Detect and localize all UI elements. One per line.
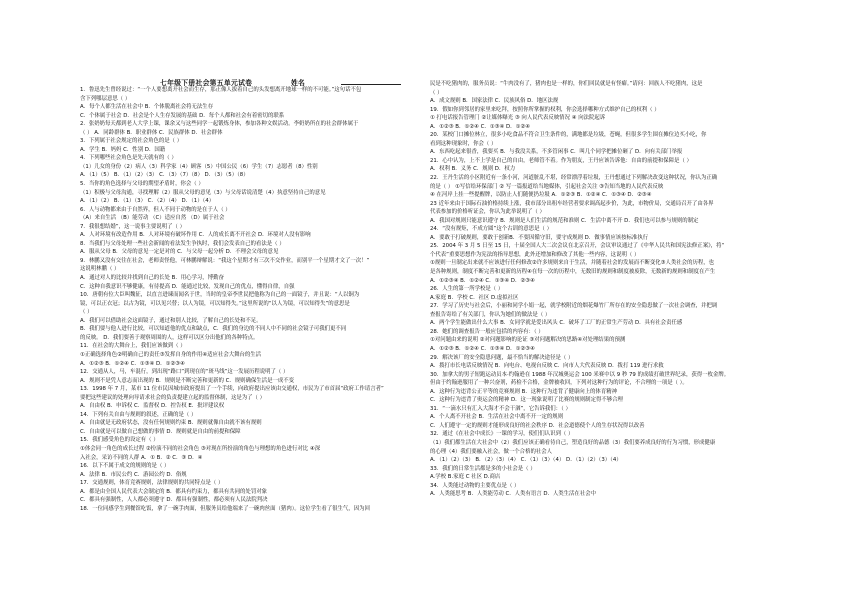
text-line: 3．下列属于社会规定的社会角色的是（ ）: [80, 138, 183, 145]
text-line: 5．当你的角色选择与父母的期望矛盾时，你会（ ）: [80, 181, 204, 188]
text-line: 15．我们感受角色的设定有（ ）: [80, 437, 159, 444]
text-line: C．都具有强制性，人人都必须遵守 D．都具有强制性，都必须有人民法院判决: [80, 497, 268, 504]
text-line: A．每个人都生活在社会中 B．个体脱离社会将无法生存: [80, 104, 214, 111]
text-line: A.学校 B.家庭 C 社区 D.商店: [430, 474, 501, 481]
text-line: 34．人类能过动物的主要优点是（ ）: [430, 482, 520, 489]
text-line: ①体会同一角色的成长过程 ②扮演不同的社会角色 ③对现在所扮演的角色与理想的角色进行对比 ④深: [80, 445, 321, 452]
text-line: A．规则不是凭人意志而出现的 B．规则是不断完善和更新的 C．规则确保生活是一成不变: [80, 377, 295, 384]
text-line: 21．心中认为，上不上学是自己的自由，老师管不着。作为朋友，王丹应该告诉他：自由的前提和保障是（ ）: [430, 157, 692, 164]
text-line: A．自由就是无政府状态，没有任何规则约束 B．规则就像自由就不该有规则: [80, 420, 262, 427]
text-line: ①规则一旦制定出来就不应该进行任何修改②许多规则来自于生活，并随着社会的发展而不断变化③人类社会的历程，也: [430, 260, 715, 267]
text-line: （1）积极与父母沟通，寻找理解（2）服从父母的意见（3）与父母话说清楚（4）执意坚持自己的意见: [80, 189, 326, 196]
text-line: ④ 在河岸上挂一些提醒牌，以防止人们随便扔垃圾 A．①②③ B．①②④ C．①③④ D．②③④: [430, 192, 652, 199]
text-line: A．服从父母 B．父母的意见一定是对的 C．与父母一起分析 D．不理会父母的意见: [80, 249, 279, 256]
text-line: 个代表”重要思想作为宪法的指导思想，此外还增加和修改了其他一些内容，这说明（ ）: [430, 251, 640, 258]
text-line: A．①②③ B．①②④ C．①③④ D．①②③④: [80, 360, 185, 367]
name-blank: [341, 78, 401, 85]
text-line: C．个体属于社会 D．社会是个人生存发展的基础 D．每个人都和社会有着密切的联系: [80, 112, 285, 119]
text-line: 18．一位同感学生到餐馆吃饭，拿了一碗手肉面，但服务员给他端来了一碗肉丝面（猪肉）。这位学生看了很生气，因为回: [80, 505, 370, 512]
name-label: 姓名: [290, 79, 306, 87]
text-line: 但由于约翰逊服用了一种兴奋剂，药检不合格，金牌被收回，下列对这种行为的评论，不合理的一项是（ ）。: [430, 380, 688, 387]
text-line: ①对问题由来的说明 ②对问题影响的论证 ③对问题解决的思路④对处理结果的预测: [430, 337, 626, 344]
text-line: 这说明林鹏（ ）: [80, 266, 120, 273]
text-line: A．成文规则 B．国家法律 C．民族风俗 D．地区法规: [430, 98, 559, 105]
text-line: ①正确选择角色②明确自己的责任③发挥自身的作用④适应社会大舞台的生活: [80, 351, 262, 358]
text-line: 33．我们的日常生活都是多的小社会是（ ）: [430, 465, 536, 472]
text-line: 28．她们的调查报告一般应包括的内容有：（ ）: [430, 328, 544, 335]
text-line: （A）来自生活 （B）能劳动 （C）适应自然 （D）属于社会: [80, 215, 225, 222]
text-line: C．这种自我意识不够健康，有待提高 D．能通过比较，发现自己的优点，懂得自律，自强: [80, 283, 295, 290]
text-line: 30．加拿大的男子短跑运动员本·约翰逊在 1988 年汉城奥运会 100 米赛中以 9 秒 79 的成绩打破世界纪录，获得一枚金牌。: [430, 371, 730, 378]
text-line: 25．2004 年 3 月 5 日至 15 日，十届全国人大二次会议在北京召开，会议审议通过了《中华人民共和国宪法修正案》，将“: [430, 243, 725, 250]
exam-title: 七年级下册社会第五单元试卷: [160, 79, 253, 87]
text-line: 14．下列有关自由与规则的叙述，正确的是（ ）: [80, 411, 197, 418]
text-line: 看到这种现象时，你会（ ）: [430, 140, 497, 147]
text-line: 含下列哪层意思（ ）: [80, 95, 131, 102]
text-line: A．（1）（2） B．（1）（3） C．（2）（4） D．（1）（4）: [80, 198, 215, 205]
text-line: 13．1998 年 7 月，某市 11 位市民因城市政府提出了一个手续，向政府提出应该由交通权，市民为了市首届“政府工作请言者”: [80, 386, 384, 393]
text-line: 代表参加的价格听证会，你认为此举说明了（ ）: [430, 209, 545, 216]
text-line: 的反映。 D．我们要善于观察周围的人，这样可以区分出他们的各种特点。: [80, 334, 259, 341]
text-line: A．东西吃起来很香，我要买 B．与我没关系，不多管闲事 C．叫几个同学把摊位砸了 D．向有关部门举报: [430, 149, 683, 156]
text-line: 镜，可以正衣冠；以古为镜，可以见兴替；以人为镜，可以知得失。”这里所说的“以人为镜，可以知得失”的意思是: [80, 300, 350, 307]
text-line: A．法律 B．市民公约 C．游园公约 D．俗规: [80, 471, 187, 478]
text-line: A．这种行为违背公正平等的竞赛规则 B．这种行为违背了健康向上的体育精神: [430, 388, 617, 395]
text-line: ① 打电话报告管理门 ②让媒体曝光 ③ 向人民代表反映情况 ④ 向法院起诉: [430, 115, 606, 122]
text-line: A．（1）（5） B．（1）（2）（3） C．（3）（7）（8） D．（3）（5）（8）: [80, 172, 249, 179]
text-line: 29．解决该厂的安全隐患问题，最不恰当的解决途径是（ ）: [430, 354, 574, 361]
text-line: C．这种行为违背了奥运会的精神 D．这一现象说明了比赛的规则制定得不够合理: [430, 397, 623, 404]
text-line: A．（1）（2）（3） B．（2）（3）（4） C．（1）（3）（4） D．（1）（2）（3）（4）: [430, 457, 622, 464]
text-line: B．我们要与他人进行比较，可以知道他的优点和缺点，C．我们的身边的不同人中不同的社会镜子可我们更不同: [80, 326, 347, 333]
text-line: A．要敢于打破规则，要敢于创新B．不要因循守旧，要守成规则 D．做事情应该按标准执行: [430, 234, 649, 241]
text-line: （1）我们都生活在大社会中（2）我们应该正确看待自己，塑造良好的品德（3）我们要养成良好的行为习惯，形成健康: [430, 439, 716, 446]
text-line: A．权利 B．义务 C．规则 D．权力: [430, 166, 516, 173]
text-line: 20．某校门口摊位林立，很多小吃食品不符合卫生条件的，满地都是垃圾，苍蝇，但很多学生围在摊位边买小吃，你: [430, 132, 707, 139]
text-line: 的心理（4）我们要融入社会，做一个合格的社会人: [430, 448, 553, 455]
text-line: 31．“一滴水只有汇入大海才不会干涸”，它告诉我们：（ ）: [430, 405, 571, 412]
text-line: C．自由就是可以做自己想做的事情 D．规则就是自由的前提和保障: [80, 428, 241, 435]
text-line: A．①②③④ B．①②④ C．①③④ D．②③④: [430, 277, 535, 284]
text-line: 民是不吃猪肉的，服务员说：“牛肉没有了，猪肉也是一样的，你们回民就是有怪癖。”请问：回族人不吃猪肉，这是: [430, 81, 703, 87]
text-line: A．人类能思考 B．人类能劳动 C．人类有语言 D．人类生活在社会中: [430, 491, 596, 498]
text-line: A．个人离不开社会 B．生活在社会中离不开一定的规则: [430, 414, 564, 421]
text-line: A．都是由全国人民代表大会制定的 B．都具有约束力，都具有共同的处罚对象: [80, 488, 267, 495]
text-line: 的是（ ） ①写信给环保部门 ② 写一篇报道给当地媒体，引起社会关注 ③告知当地的人民代表反映: [430, 183, 664, 190]
text-line: 4．下列哪些社会角色是先天就有的（ ）: [80, 155, 177, 162]
text-line: C．人们遵守一定的规则才能形成良好的社会秩序 D．社会道德使个人的生存状况得以改善: [430, 422, 645, 429]
text-line: 12．交通从人，马，车混行，到出现“路口”到现在的“斑马线”这一发展历程说明了（ ）: [80, 369, 289, 376]
text-line: A.家庭 B．学校 C．社区 D.虚拟社区: [430, 294, 519, 301]
text-line: 查报告寄给了有关部门，你认为她们的做法是（ ）: [430, 311, 551, 318]
text-line: A．我们可以借助社会这面镜子，通过和别人比较，了解自己的长处和不足。: [80, 317, 262, 324]
left-column: [80, 86, 412, 513]
text-line: 23 近年来由于国际石油价格持续上涨，我市部分出租车经营者要求调高起步价，为此，市物价局，交通局召开了由各界: [430, 200, 714, 207]
text-line: （ ）: [80, 309, 93, 316]
text-line: 19．假如你到邻居的家里来吃拜，按照你所掌握的权利，你会选择哪种方式维护自己的权利（ ）: [430, 106, 660, 113]
text-line: 7．我很想结婚”，这一说事主要说明了（ ）: [80, 223, 185, 230]
text-line: （ ） A．同龄群体 B．职业群体 C．民族群体 D．社会群体: [80, 129, 223, 136]
text-line: A．我国对规则只能意识遵守 B．规则是人们生活的规范和准则 C．生活中离不开 D．我们也可以参与规则的制定: [430, 217, 699, 224]
text-line: 11．在社会的大舞台上，我们应该做到（ ）: [80, 343, 186, 350]
text-line: A．通过对人的比较并找到自己的长处 B．用心学习，博勤奋: [80, 275, 224, 282]
text-line: 要把这些建议的处理向导请求社会的负责提建立起的监督体制，这是为了（ ）: [80, 394, 265, 401]
text-line: 入社会，采访不同的人群 A．① B．② C．③ D．④: [80, 454, 203, 461]
text-line: 32．通过《在社会中成长》一课的学习，使们们认识到（ ）: [430, 431, 574, 438]
text-line: 22．王丹生活的小区附近有一条小河，河道脏乱不堪，经常漂浮着垃圾，王丹想通过下列解决改变这种状况，你认为正确: [430, 175, 718, 182]
right-column: [430, 80, 762, 499]
text-line: A．①②③ B．①②④ C．①③④ D．①②③④: [430, 345, 535, 352]
text-line: 2．张奶奶每天都到老人大学上课，课余又与这些同学一起锻炼身体，参加各种文娱活动。李奶奶所在的社会群体属于: [80, 121, 359, 128]
text-line: 27．学习了历史与社会后，小丽和同学小娟一起，就学校附近的烟花爆竹厂所存在的安全隐患做了一次社会调查，并把调: [430, 303, 718, 310]
text-line: 24．“没有规矩，不成方圆”这个古训的意思是（ ）: [430, 226, 552, 233]
text-line: 是各种规则，制度不断完善和更新的历程④在每一次的历程中，无数旧的规则和制度被废除，无数新的规则和制度在产生: [430, 269, 716, 276]
text-line: （1）儿女的身份（2）病人（3）科学家（4）顾客（5）中国公民（6）学生（7）志愿者（8）性别: [80, 163, 318, 170]
text-line: 9．林鹏又没有交往在社会，老师责怪他，可林鹏辩解说：“我这个星期才有三次不交作业，而别平一个星期才文了一次！”: [80, 257, 370, 264]
text-line: 26．人生的第一所学校是（ ）: [430, 286, 504, 293]
text-line: A．①②③ B．①②④ C．①③④ D．①②④: [430, 123, 530, 130]
text-line: 16．以下不属于成文的规则的是（ ）: [80, 463, 170, 470]
text-line: 8．当我们与父母处理一些社会新闻的看法发生争执时，我们会发表自己的看法是（ ）: [80, 240, 285, 247]
text-line: 6．人与动物都来由于自然界，但人不同于动物的是在于人（ ）: [80, 206, 231, 213]
text-line: A．两个学生能做出什么大事 B．女同学就是爱出风头 C．破坏了工厂的正常生产劳动 D．具有社会责任感: [430, 320, 683, 327]
text-line: 1．鲁迅先生曾经说过：“一个人要想离开社会而生存，那正像人拔着自己的头发想离开地球一样的不可能。”这句话不包: [80, 87, 362, 93]
text-line: A．人对环境有改造作用 B．人对环境有破坏作用 C．人的成长离不开社会 D．环境对人没有影响: [80, 232, 311, 239]
text-line: A．自由权 B．申诉权 C．监督权 D．控告权 E．批评建议权: [80, 403, 225, 410]
text-line: A．学生 B．妈妈 C．性别 D．国籍: [80, 146, 166, 153]
text-line: 10．唐朝有位大臣叫魏征，以直言进谏而闻名于世，当时的皇帝李世民把他称为自己的一面镜子，并且说：“人以铜为: [80, 292, 360, 299]
text-line: （ ）: [430, 89, 443, 96]
text-line: A．拨打市长电话反映情况 B．向电台、电视台反映 C．向市人大代表反映 D．拨打 119 进行求救: [430, 363, 664, 370]
text-line: 17．交通规则，体育竞赛规则，法律规则的共同特点是（ ）: [80, 480, 224, 487]
